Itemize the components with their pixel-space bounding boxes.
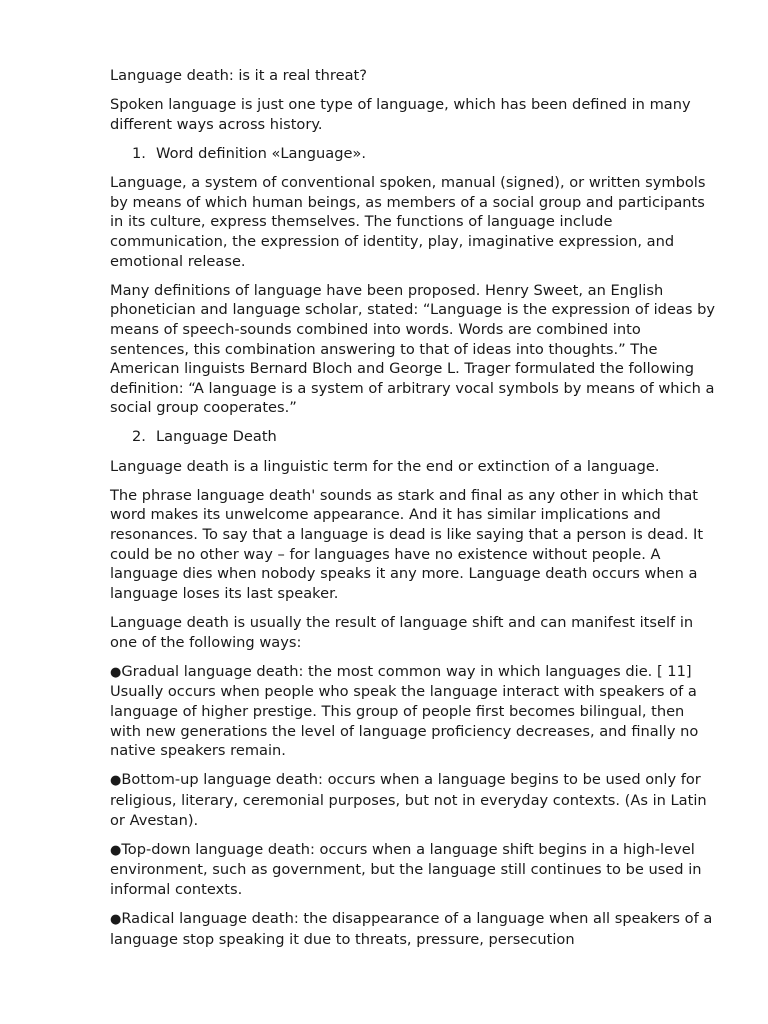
bullet-icon: ● (110, 912, 122, 928)
intro-paragraph: Spoken language is just one type of language, which has been defined in many different ways across history. (110, 96, 691, 133)
death-definition-paragraph: Language death is a linguistic term for the end or extinction of a language. (110, 457, 660, 475)
section-number-1: 1. (132, 144, 146, 162)
bullet-item-gradual (110, 662, 718, 761)
bullet-icon: ● (110, 842, 122, 858)
bullet-item-bottom-up (110, 770, 718, 830)
section-heading-2 (110, 427, 718, 447)
bullet-text: Bottom-up language death: occurs when a language begins to be used only for religious, literary, ceremonial purposes, but not in everyday contexts. (As in Latin or Avestan). (110, 771, 707, 829)
section-title-2: Language Death (156, 428, 277, 446)
section-title-1: Word definition «Language». (156, 144, 366, 162)
document-title: Language death: is it a real threat? (110, 67, 368, 84)
language-definition-paragraph: Language, a system of conventional spoken, manual (signed), or written symbols by means of which human beings, as members of a social group and participants in its culture, express themselves. The functions of language include communication, the expression of identity, play, imaginative expression, and emotional release. (110, 174, 706, 270)
section-number-2: 2. (132, 428, 146, 446)
definitions-paragraph: Many definitions of language have been proposed. Henry Sweet, an English phonetician and language scholar, stated: “Language is the expression of ideas by means of speech-sounds combined into words. Words are combined into sentences, this combination answering to that of ideas into thoughts.” The American linguists Bernard Bloch and George L. Trager formulated the following definition: “A language is a system of arbitrary vocal symbols by means of which a social group cooperates.” (110, 281, 716, 417)
phrase-paragraph: The phrase language death' sounds as stark and final as any other in which that word makes its unwelcome appearance. And it has similar implications and resonances. To say that a language is dead is like saying that a person is dead. It could be no other way – for languages have no existence without people. A language dies when nobody speaks it any more. Language death occurs when a language loses its last speaker. (110, 486, 704, 602)
bullet-icon: ● (110, 664, 122, 680)
bullet-text: Gradual language death: the most common way in which languages die. [ 11] Usually occurs when people who speak the language interact with speakers of a language of higher prestige. This group of people first becomes bilingual, then with new generations the level of language proficiency decreases, and finally no native speakers remain. (110, 662, 699, 760)
bullet-text: Top-down language death: occurs when a language shift begins in a high-level environment, such as government, but the language still continues to be used in informal contexts. (110, 840, 702, 898)
bullet-item-top-down (110, 840, 718, 900)
bullet-item-radical (110, 909, 718, 949)
bullet-text: Radical language death: the disappearance of a language when all speakers of a language stop speaking it due to threats, pressure, persecution (110, 910, 713, 948)
bullet-icon: ● (110, 773, 122, 789)
section-heading-1 (110, 144, 718, 164)
shift-paragraph: Language death is usually the result of language shift and can manifest itself in one of the following ways: (110, 614, 694, 651)
document-page (110, 66, 718, 959)
